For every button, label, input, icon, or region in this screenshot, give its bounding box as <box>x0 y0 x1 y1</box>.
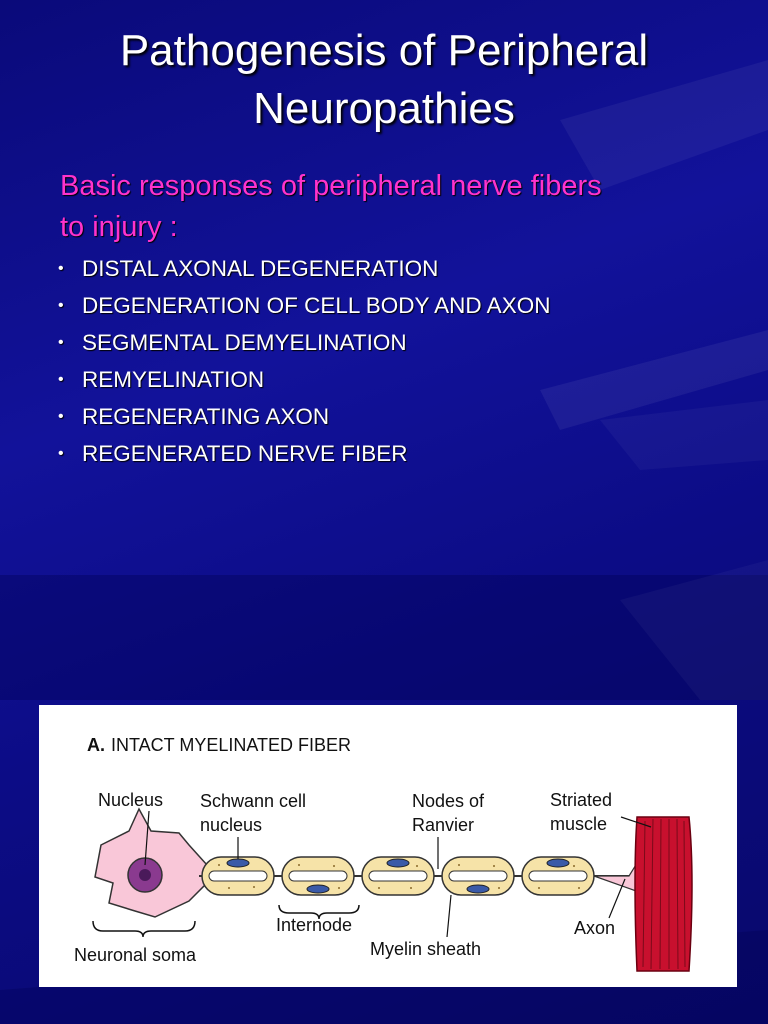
bullet-dot-icon: • <box>58 445 64 462</box>
bullet-dot-icon: • <box>58 408 64 425</box>
bullet-dot-icon: • <box>58 260 64 277</box>
soma-bracket <box>93 921 195 937</box>
bullet-text: REMYELINATION <box>82 367 265 392</box>
label-axon: Axon <box>574 918 616 938</box>
title-line-2: Neuropathies <box>253 84 515 133</box>
bullet-item <box>58 435 550 472</box>
label-nodes-line-1: Nodes of <box>412 791 485 811</box>
label-striated-line-1: Striated <box>550 790 613 810</box>
label-myelin-sheath: Myelin sheath <box>370 939 482 959</box>
bullet-text: DEGENERATION OF CELL BODY AND AXON <box>82 293 551 318</box>
bullet-dot-icon: • <box>58 334 64 351</box>
bullet-dot-icon: • <box>58 371 64 388</box>
label-nodes-line-2: Ranvier <box>412 815 475 835</box>
subtitle-line-1: Basic responses of peripheral nerve fibers <box>60 170 602 202</box>
bullet-text: SEGMENTAL DEMYELINATION <box>82 330 407 355</box>
slide-title <box>0 22 768 138</box>
label-striated-line-2: muscle <box>550 814 608 834</box>
motor-end-plate <box>594 860 639 892</box>
subtitle-line-2: to injury : <box>60 211 178 243</box>
figure-heading: A. INTACT MYELINATED FIBER <box>87 735 352 755</box>
slide-subtitle <box>60 166 740 248</box>
bullet-item <box>58 287 550 324</box>
bullet-dot-icon: • <box>58 297 64 314</box>
label-schwann-line-1: Schwann cell <box>200 791 307 811</box>
bullet-item <box>58 324 550 361</box>
bullet-text: REGENERATED NERVE FIBER <box>82 441 408 466</box>
title-line-1: Pathogenesis of Peripheral <box>119 26 649 75</box>
label-schwann-line-2: nucleus <box>200 815 263 835</box>
bullet-text: DISTAL AXONAL DEGENERATION <box>82 256 439 281</box>
bullet-text: REGENERATING AXON <box>82 404 330 429</box>
nerve-fiber-diagram <box>39 705 737 987</box>
label-nucleus: Nucleus <box>98 790 164 810</box>
nucleolus-shape <box>139 869 151 881</box>
bullet-item <box>58 398 550 435</box>
bullet-item <box>58 250 550 287</box>
label-neuronal-soma: Neuronal soma <box>74 945 197 965</box>
label-internode: Internode <box>276 915 353 935</box>
nerve-fiber-figure <box>39 705 737 987</box>
bullet-list <box>58 250 550 472</box>
bullet-item <box>58 361 550 398</box>
